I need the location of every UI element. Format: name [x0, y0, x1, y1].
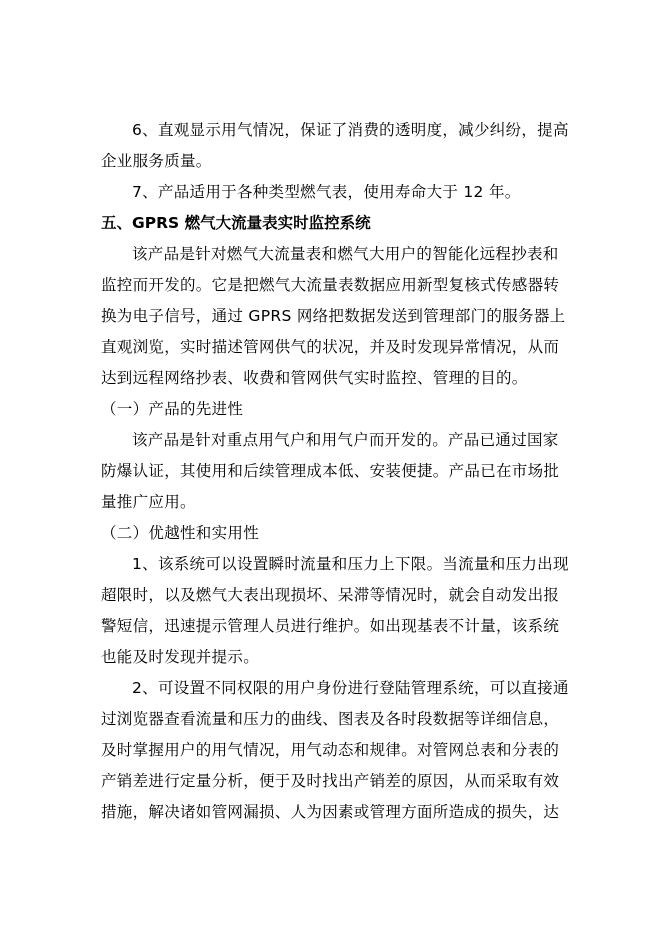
text-line: 也能及时发现并提示。 — [101, 648, 260, 666]
text-line: 达到远程网络抄表、收费和管网供气实时监控、管理的目的。 — [101, 369, 528, 387]
text-line: 6、直观显示用气情况，保证了消费的透明度，减少纠纷，提高 — [132, 121, 569, 139]
text-line: 2、可设置不同权限的用户身份进行登陆管理系统，可以直接通 — [132, 679, 569, 697]
text-line: 量推广应用。 — [101, 493, 196, 511]
text-line: 监控而开发的。它是把燃气大流量表数据应用新型复核式传感器转 — [101, 276, 560, 294]
text-line: 该产品是针对燃气大流量表和燃气大用户的智能化远程抄表和 — [132, 245, 559, 263]
section-heading: 五、GPRS 燃气大流量表实时监控系统 — [101, 214, 371, 232]
text-line: 该产品是针对重点用气户和用气户而开发的。产品已通过国家 — [132, 431, 559, 449]
text-line: 超限时，以及燃气大表出现损坏、呆滞等情况时，就会自动发出报 — [101, 586, 560, 604]
text-line: 防爆认证，其使用和后续管理成本低、安装便捷。产品已在市场批 — [101, 462, 560, 480]
text-line: 企业服务质量。 — [101, 152, 212, 170]
subsection-heading: （一）产品的先进性 — [101, 400, 244, 418]
text-line: 换为电子信号，通过 GPRS 网络把数据发送到管理部门的服务器上 — [101, 307, 566, 325]
text-line: 产销差进行定量分析，便于及时找出产销差的原因，从而采取有效 — [101, 772, 560, 790]
text-line: 措施，解决诸如管网漏损、人为因素或管理方面所造成的损失，达 — [101, 803, 560, 821]
text-line: 警短信，迅速提示管理人员进行维护。如出现基表不计量，该系统 — [101, 617, 560, 635]
text-line: 及时掌握用户的用气情况，用气动态和规律。对管网总表和分表的 — [101, 741, 560, 759]
text-line: 过浏览器查看流量和压力的曲线、图表及各时段数据等详细信息， — [101, 710, 560, 728]
text-line: 直观浏览，实时描述管网供气的状况，并及时发现异常情况，从而 — [101, 338, 560, 356]
text-line: 1、该系统可以设置瞬时流量和压力上下限。当流量和压力出现 — [132, 555, 569, 573]
text-line: 7、产品适用于各种类型燃气表，使用寿命大于 12 年。 — [132, 183, 521, 201]
subsection-heading: （二）优越性和实用性 — [101, 524, 260, 542]
